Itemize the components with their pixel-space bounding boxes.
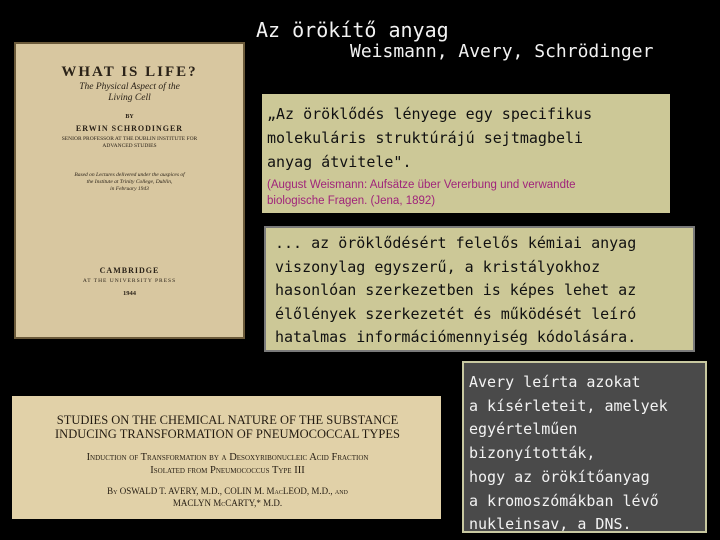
slide-subtitle: Weismann, Avery, Schrödinger [350,41,654,62]
book-publisher-city: CAMBRIDGE [99,266,160,275]
schrodinger-quote-text: ... az öröklődésért felelős kémiai anyag viszonylag egyszerű, a kristályokhoz hasonlóan szerkezetben is képes lehet az élőlények szerkezetét és működését leíró hatalmas információmennyiség kódolására. [275,234,637,346]
book-by: BY [125,114,134,120]
slide-title: Az örökítő anyag [256,18,449,42]
book-cover-image [14,42,245,339]
book-press: AT THE UNIVERSITY PRESS [82,278,177,284]
weismann-quote-text: „Az öröklődés lényege egy specifikus molekuláris struktúrájú sejtmagbeli anyag átvitele". [267,105,593,171]
book-author-role: SENIOR PROFESSOR AT THE DUBLIN INSTITUTE FOR ADVANCED STUDIES [61,136,198,149]
book-subtitle: The Physical Aspect of the Living Cell [79,82,180,103]
book-author: ERWIN SCHRODINGER [75,124,184,133]
book-title: WHAT IS LIFE? [61,64,198,80]
paper-description: Induction of Transformation by a Desoxyribonucleic Acid Fraction Isolated from Pneumococcus Type III [86,452,369,476]
avery-text: Avery leírta azokat a kísérleteit, amelyek egyértelműen bizonyították, hogy az örökítőanyag a kromoszómákban lévő nukleinsav, a DNS. [469,373,668,534]
paper-title: STUDIES ON THE CHEMICAL NATURE OF THE SUBSTANCE INDUCING TRANSFORMATION OF PNEUMOCOCCAL TYPES [55,413,400,441]
avery-paper-image [12,396,441,519]
paper-authors: By OSWALD T. AVERY, M.D., COLIN M. MacLEOD, M.D., and MACLYN McCARTY,* M.D. [107,486,348,508]
weismann-quote-source: (August Weismann: Aufsätze über Vererbung und verwandte biologische Fragen. (Jena, 1892) [267,179,576,207]
book-year: 1944 [123,290,136,297]
weismann-quote-box [262,94,670,213]
book-based-on: Based on Lectures delivered under the auspices of the Institute at Trinity College, Dublin, in February 1943 [74,172,185,192]
avery-text-box [462,361,707,533]
schrodinger-quote-box [264,226,695,352]
